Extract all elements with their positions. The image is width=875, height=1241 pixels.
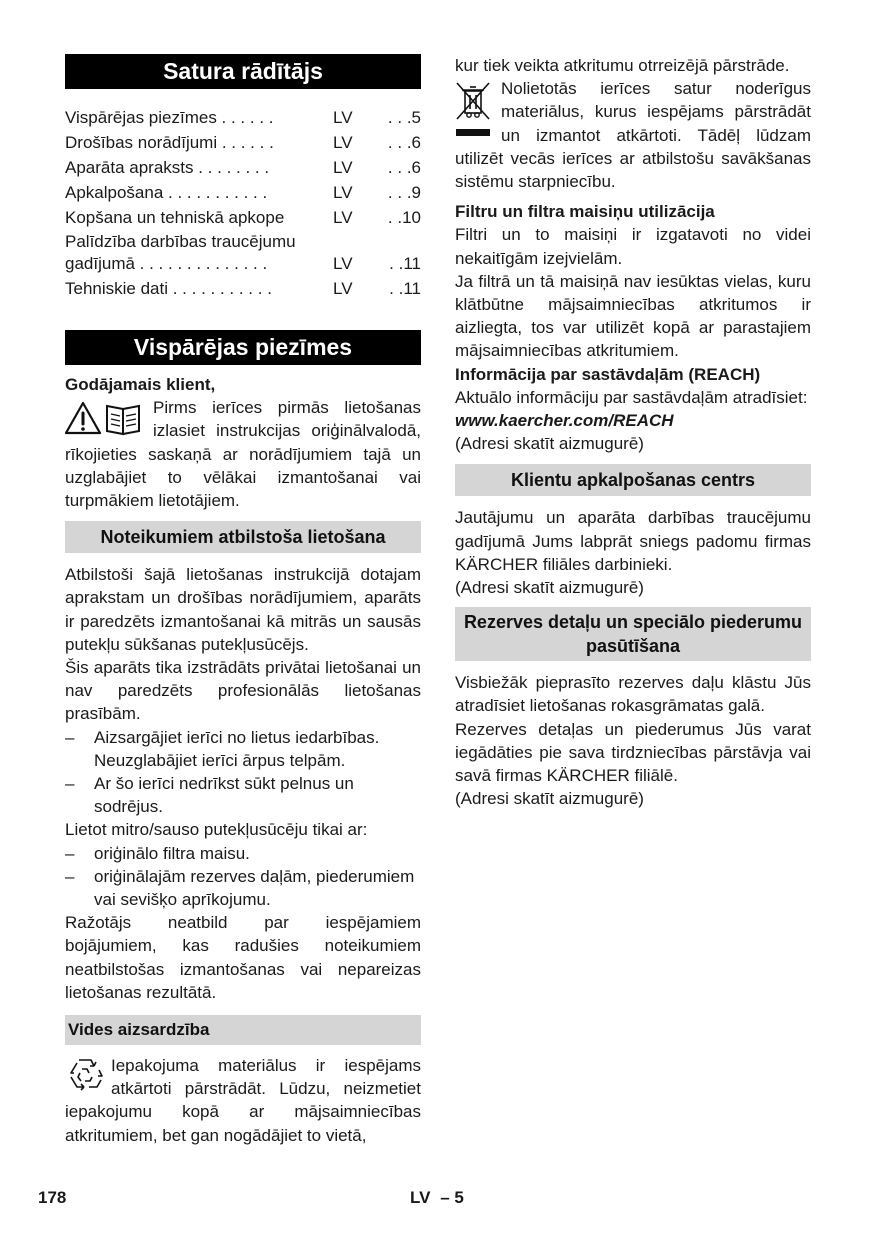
toc-entry-lang: LV: [333, 133, 353, 152]
page-number: 178: [38, 1188, 67, 1207]
toc-entry[interactable]: [65, 130, 421, 155]
toc-entry[interactable]: [65, 105, 421, 130]
toc-entry-page: . . .9: [387, 183, 421, 202]
reach-heading: Informācija par sastāvdaļām (REACH): [455, 364, 761, 384]
intended-use-list2: [65, 842, 421, 912]
footer-section-page: – 5: [440, 1188, 464, 1207]
toc-entry-title-line1: Palīdzība darbības traucējumu: [65, 232, 296, 251]
toc-entry[interactable]: [65, 276, 421, 301]
spare-parts-p2: Rezerves detaļas un piederumus Jūs varat iegādāties pie sava tirdzniecības pārstāvja vai savā firmas KÄRCHER filiālē.: [455, 719, 811, 786]
toc-entry-lang: LV: [333, 183, 353, 202]
environment-p1-continued: kur tiek veikta atkritumu otrreizējā pārstrāde.: [455, 56, 790, 75]
list-item: – Aizsargājiet ierīci no lietus iedarbības. Neuzglabājiet ierīci ārpus telpām.: [65, 726, 421, 772]
environment-p1-text: Iepakojuma materiālus ir iespējams atkārtoti pārstrādāt. Lūdzu, neizmetiet iepakojumu kopā ar mājsaimniecības atkritumiem, bet gan nogādājiet to vietā,: [65, 1056, 421, 1145]
toc-entry-lang: LV: [333, 208, 353, 227]
filters-p1: Filtri un to maisiņi ir izgatavoti no videi nekaitīgām izejvielām.: [455, 225, 811, 268]
list-item: – oriģinālo filtra maisu.: [65, 842, 421, 865]
toc-entry-title: Drošības norādījumi . . . . . .: [65, 133, 274, 152]
toc-entry[interactable]: [65, 180, 421, 205]
footer-section: [410, 1188, 464, 1208]
toc-entry-title: Aparāta apraksts . . . . . . . .: [65, 158, 270, 177]
toc-entry-title: Tehniskie dati . . . . . . . . . . .: [65, 279, 272, 298]
environment-heading: Vides aizsardzība: [65, 1015, 421, 1045]
greeting: Godājamais klient,: [65, 375, 216, 394]
crossed-bin-icon: [455, 79, 491, 145]
spare-parts-p1: Visbiežāk pieprasīto rezerves daļu klāstu Jūs atradīsiet lietošanas rokasgrāmatas galā.: [455, 673, 811, 716]
toc-entry[interactable]: [65, 155, 421, 180]
toc-entry-title: Apkalpošana . . . . . . . . . . .: [65, 183, 268, 202]
left-column: [65, 54, 421, 1147]
intended-use-p1: Atbilstoši šajā lietošanas instrukcijā dotajam aprakstam un drošības norādījumiem, aparāts ir paredzēts izmantošanai kā mitrās un sausās putekļu sūkšanas putekļusūcējs.: [65, 565, 421, 654]
toc-entry-lang: LV: [333, 254, 353, 273]
general-intro: [65, 396, 421, 512]
intended-use-heading: Noteikumiem atbilstoša lietošana: [65, 521, 421, 553]
reach-p1: Aktuālo informāciju par sastāvdaļām atradīsiet:: [455, 387, 808, 407]
spare-parts-note: (Adresi skatīt aizmugurē): [455, 789, 644, 809]
intended-use-p2: Šis aparāts tika izstrādāts privātai lietošanai un nav paredzēts profesionālās lietošanas prasībām.: [65, 658, 421, 724]
environment-p2: [455, 77, 811, 193]
footer-section-lang: LV: [410, 1188, 431, 1207]
customer-service-heading: Klientu apkalpošanas centrs: [455, 464, 811, 496]
reach-note: (Adresi skatīt aizmugurē): [455, 434, 644, 454]
environment-p1: [65, 1054, 421, 1147]
toc-entry-lang: LV: [333, 158, 353, 177]
toc-entry-page: . .11: [389, 254, 421, 273]
warning-manual-icon: [65, 400, 145, 442]
intended-use-p3: Lietot mitro/sauso putekļusūcēju tikai ar:: [65, 820, 368, 840]
environment-p2-text: Nolietotās ierīces satur noderīgus materiālus, kurus iespējams pārstrādāt un izmantot atkārtoti. Tādēļ lūdzam utilizēt vecās ierīces ar atbilstošu savākšanas sistēmu starpniecību.: [455, 79, 811, 192]
toc-entry-title: Vispārējas piezīmes . . . . . .: [65, 108, 274, 127]
table-of-contents: [65, 105, 421, 301]
general-intro-text: Pirms ierīces pirmās lietošanas izlasiet instrukcijas oriģinālvalodā, rīkojieties saskaņā ar norādījumiem tajā un uzglabājiet to vēlākai izmantošanai vai turpmākiem lietotājiem.: [65, 398, 421, 511]
spare-parts-heading: Rezerves detaļu un speciālo piederumu pasūtīšana: [455, 607, 811, 661]
toc-entry-page: . . .5: [387, 108, 421, 127]
toc-entry-row: [65, 251, 421, 276]
filters-p2: Ja filtrā un tā maisiņā nav iesūktas vielas, kuru klātbūtne mājsaimniecības atkritumos ir aizliegta, tos var utilizēt kopā ar parastajiem mājsaimniecības atkritumiem.: [455, 271, 811, 361]
general-heading: Vispārējas piezīmes: [65, 330, 421, 365]
toc-entry[interactable]: [65, 205, 421, 230]
list-item: – oriģinālajām rezerves daļām, piederumiem vai sevišķo aprīkojumu.: [65, 865, 421, 911]
reach-url[interactable]: www.kaercher.com/REACH: [455, 411, 674, 431]
toc-entry-title: Kopšana un tehniskā apkope: [65, 208, 285, 227]
toc-entry-page: . . .6: [387, 133, 421, 152]
toc-entry[interactable]: [65, 230, 421, 276]
filters-heading: Filtru un filtra maisiņu utilizācija: [455, 202, 715, 222]
toc-entry-page: . . .6: [387, 158, 421, 177]
toc-entry-title: gadījumā . . . . . . . . . . . . . .: [65, 254, 268, 273]
customer-service-note: (Adresi skatīt aizmugurē): [455, 578, 644, 598]
right-column: [455, 54, 811, 810]
toc-entry-page: . .11: [389, 279, 421, 298]
toc-entry-lang: LV: [333, 108, 353, 127]
customer-service-p1: Jautājumu un aparāta darbības traucējumu gadījumā Jums labprāt sniegs padomu firmas KÄRCHER filiāles darbinieki.: [455, 508, 811, 574]
intended-use-p4: Ražotājs neatbild par iespējamiem bojājumiem, kas radušies noteikumiem neatbilstošas izmantošanas vai nepareizas lietošanas rezultātā.: [65, 913, 421, 1002]
recycling-icon: [65, 1056, 105, 1098]
toc-entry-page: . .10: [387, 208, 421, 227]
toc-entry-lang: LV: [333, 279, 353, 298]
toc-heading: Satura rādītājs: [65, 54, 421, 89]
intended-use-list1: [65, 726, 421, 819]
list-item: – Ar šo ierīci nedrīkst sūkt pelnus un sodrējus.: [65, 772, 421, 818]
